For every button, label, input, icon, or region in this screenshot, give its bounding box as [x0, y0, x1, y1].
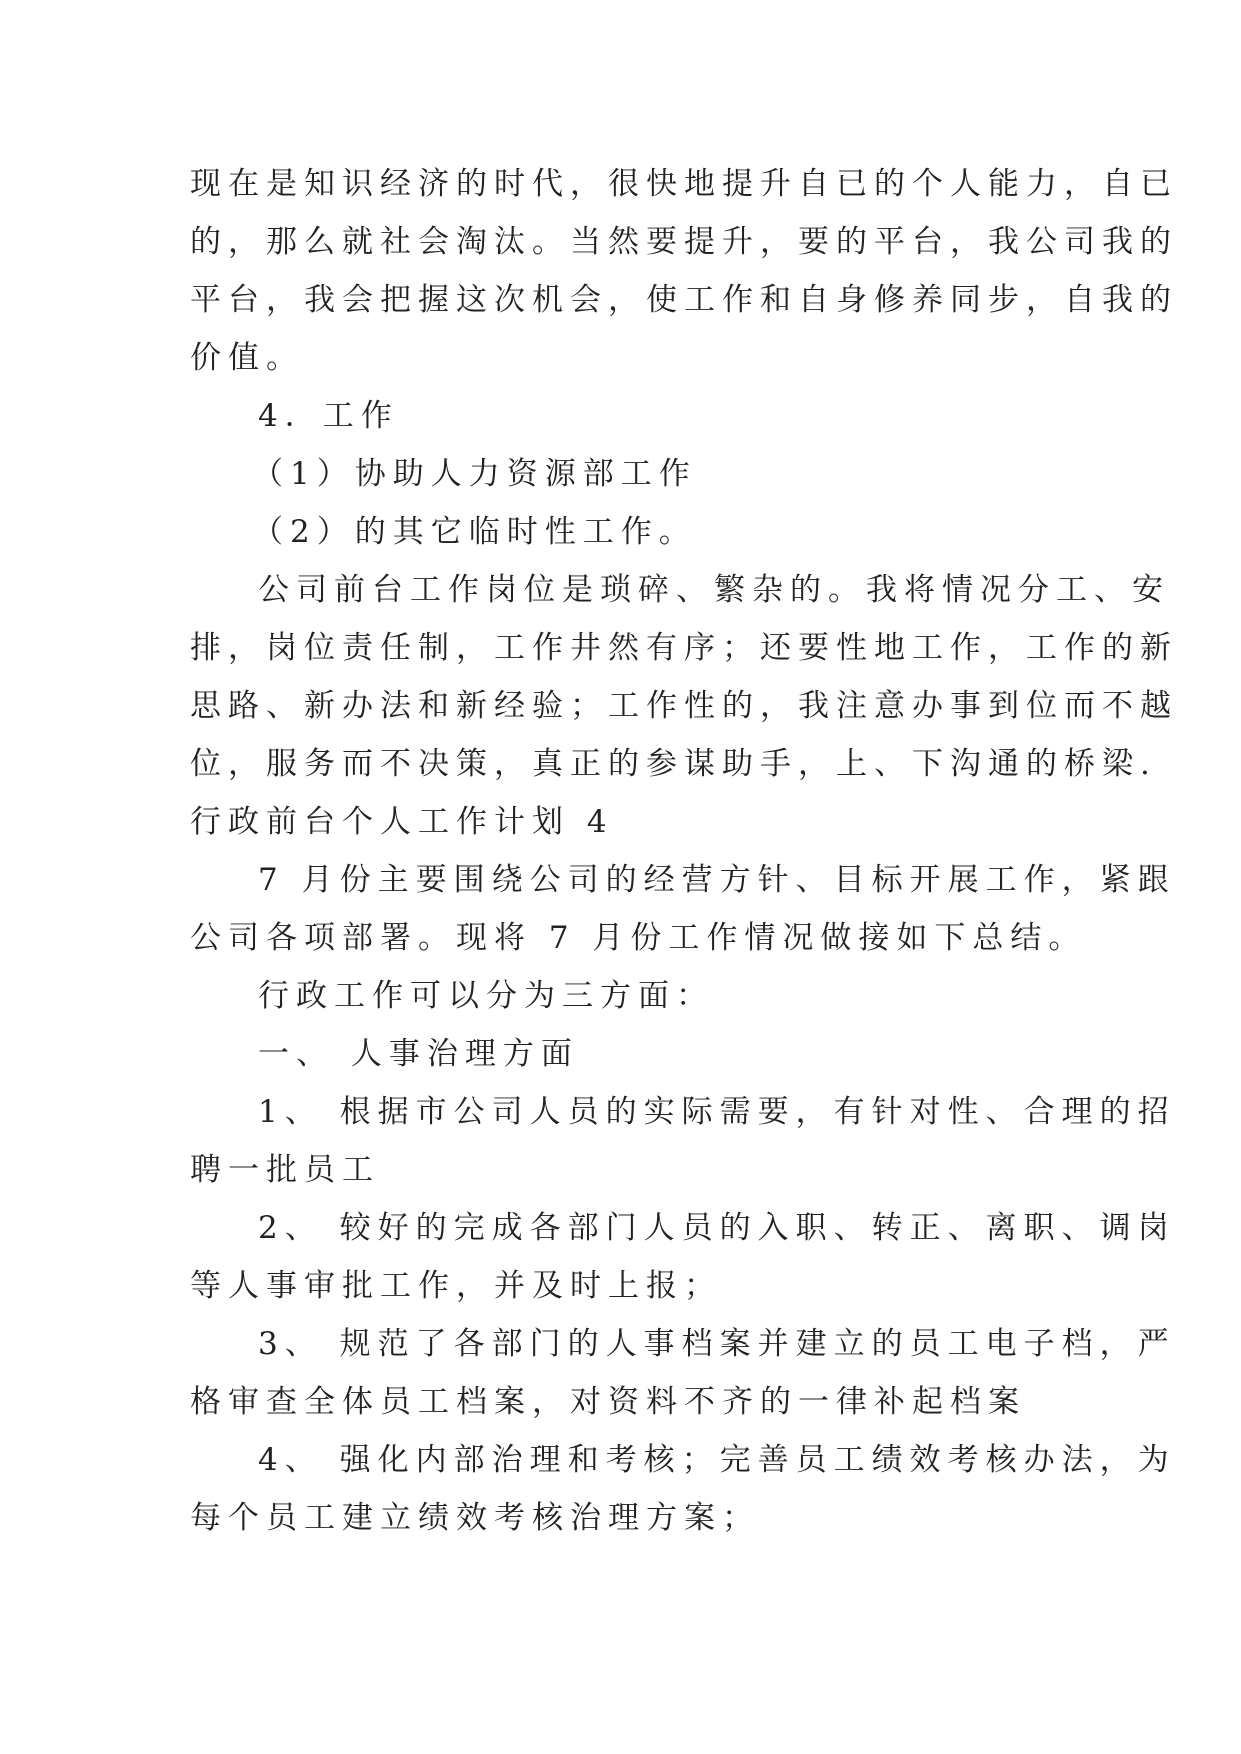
list-item-continuation: 格审查全体员工档案，对资料不齐的一律补起档案 — [190, 1384, 1026, 1420]
paragraph-line: 平台，我会把握这次机会，使工作和自身修养同步，自我的 — [190, 282, 1178, 318]
paragraph-line: 公司前台工作岗位是琐碎、繁杂的。我将情况分工、安 — [258, 572, 1170, 608]
list-item: 3、 规范了各部门的人事档案并建立的员工电子档，严 — [258, 1326, 1176, 1362]
list-item: 1、 根据市公司人员的实际需要，有针对性、合理的招 — [258, 1094, 1176, 1130]
paragraph-line: 排，岗位责任制，工作井然有序；还要性地工作，工作的新 — [190, 630, 1178, 666]
list-item-continuation: 等人事审批工作，并及时上报； — [190, 1268, 722, 1304]
list-item: （1）协助人力资源部工作 — [252, 456, 697, 492]
paragraph-line: 位，服务而不决策，真正的参谋助手，上、下沟通的桥梁. — [190, 746, 1157, 782]
list-item-continuation: 每个员工建立绩效考核治理方案； — [190, 1500, 760, 1536]
section-heading: 4．工作 — [258, 398, 399, 434]
paragraph-line: 行政工作可以分为三方面： — [258, 978, 714, 1014]
paragraph-line: 7 月份主要围绕公司的经营方针、目标开展工作，紧跟 — [258, 862, 1176, 898]
list-item: 4、 强化内部治理和考核；完善员工绩效考核办法，为 — [258, 1442, 1176, 1478]
paragraph-line: 的，那么就社会淘汰。当然要提升，要的平台，我公司我的 — [190, 224, 1178, 260]
document-title: 行政前台个人工作计划 4 — [190, 804, 614, 840]
list-item-continuation: 聘一批员工 — [190, 1152, 380, 1188]
section-heading: 一、 人事治理方面 — [258, 1036, 579, 1072]
paragraph-line: 现在是知识经济的时代，很快地提升自已的个人能力，自已 — [190, 166, 1178, 202]
list-item: （2）的其它临时性工作。 — [252, 514, 697, 550]
paragraph-line: 价值。 — [190, 340, 304, 376]
paragraph-line: 思路、新办法和新经验；工作性的，我注意办事到位而不越 — [190, 688, 1178, 724]
list-item: 2、 较好的完成各部门人员的入职、转正、离职、调岗 — [258, 1210, 1176, 1246]
paragraph-line: 公司各项部署。现将 7 月份工作情况做接如下总结。 — [190, 920, 1087, 956]
